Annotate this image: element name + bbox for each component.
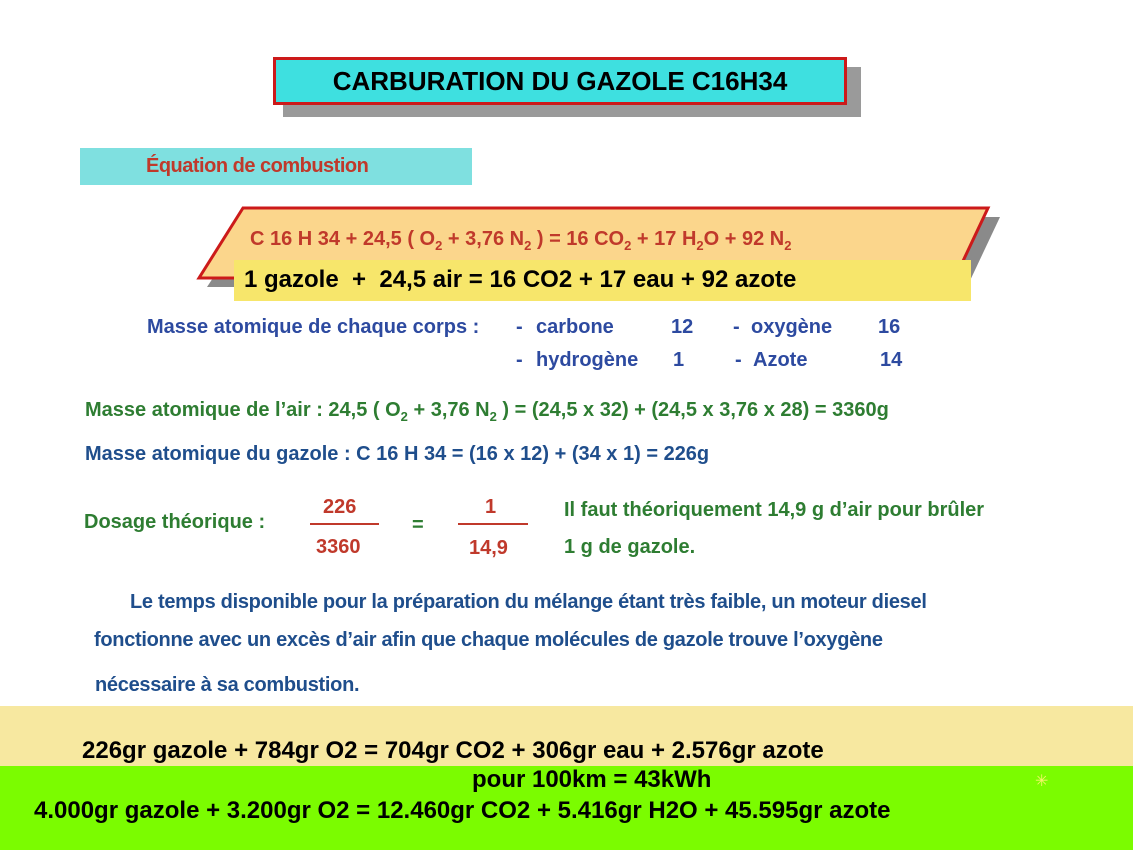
fraction2-bar [458, 523, 528, 525]
per-100km-label: pour 100km = 43kWh [472, 766, 712, 793]
mass-equation: 226gr gazole + 784gr O2 = 704gr CO2 + 306gr eau + 2.576gr azote [82, 737, 824, 764]
hydrogene-label: hydrogène [536, 349, 639, 371]
azote-label: Azote [753, 349, 808, 371]
air-mass-result: 3360g [832, 399, 889, 421]
dosage-label: Dosage théorique : [84, 511, 266, 533]
fraction1-denominator: 3360 [316, 536, 361, 558]
fraction2-numerator: 1 [485, 496, 497, 518]
fraction1-numerator: 226 [323, 496, 357, 518]
fraction2-denominator: 14,9 [469, 537, 508, 559]
consumption-equation: 4.000gr gazole + 3.200gr O2 = 12.460gr CO2 + 5.416gr H2O + 45.595gr azote [34, 797, 891, 824]
equals-sign: = [412, 514, 424, 536]
carbone-value: 12 [671, 316, 694, 338]
carbone-label: carbone [536, 316, 614, 338]
oxygene-label: oxygène [751, 316, 833, 338]
paragraph-line-1: Le temps disponible pour la préparation du mélange étant très faible, un moteur diesel [130, 591, 927, 613]
page-title: CARBURATION DU GAZOLE C16H34 [273, 57, 847, 105]
azote-value: 14 [880, 349, 903, 371]
sparkle-icon: ✳ [1035, 773, 1049, 790]
fraction1-bar [310, 523, 379, 525]
dash: - [733, 316, 740, 338]
air-mass-line: Masse atomique de l’air : 24,5 ( $O_2 + 3,76$ $N_2$ ) = (24,5 x 32) + (24,5 x 3,76 x 28) = 3360g [85, 399, 889, 424]
gazole-mass-line: Masse atomique du gazole : C 16 H 34 = (16 x 12) + (34 x 1) = 226g [85, 443, 710, 465]
paragraph-line-3: nécessaire à sa combustion. [95, 674, 360, 696]
dash: - [516, 316, 523, 338]
dash: - [735, 349, 742, 371]
chemical-formula: C 16 H 34 + 24,5 ( $O_2 + 3,76$ $N_2$ ) = 16 $CO_2 + 17$ $H_2O + 92$ $N_2$ [250, 228, 792, 253]
hydrogene-value: 1 [673, 349, 685, 371]
oxygene-value: 16 [878, 316, 901, 338]
atomic-mass-label: Masse atomique de chaque corps : [147, 316, 480, 338]
word-equation: 1 gazole + 24,5 air = 16 CO2 + 17 eau + 92 azote [234, 260, 971, 301]
dosage-explanation-1: Il faut théoriquement 14,9 g d’air pour brûler [564, 499, 985, 521]
dosage-explanation-2: 1 g de gazole. [564, 536, 696, 558]
section-label: Équation de combustion [80, 148, 472, 185]
paragraph-line-2: fonctionne avec un excès d’air afin que chaque molécules de gazole trouve l’oxygène [94, 629, 883, 651]
dash: - [516, 349, 523, 371]
